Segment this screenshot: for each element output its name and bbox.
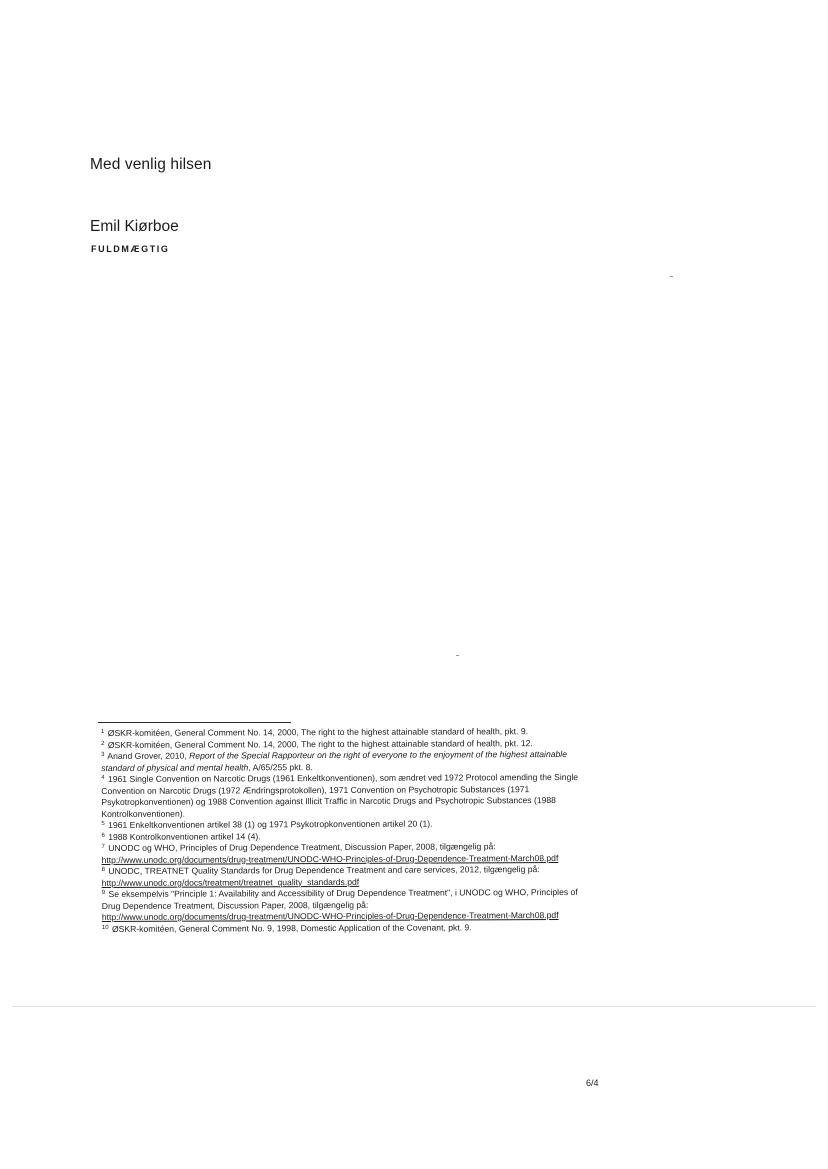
- footnote-number: 9: [101, 889, 106, 896]
- footnote-number: 2: [101, 740, 105, 747]
- footnote-number: 6: [101, 832, 105, 839]
- footnote-text: 1988 Kontrolkonventionen artikel 14 (4).: [108, 830, 261, 842]
- footnote-text: 1961 Enkeltkonventionen artikel 38 (1) og 1971 Psykotropkonventionen artikel 20 (1).: [108, 818, 433, 830]
- footnote-separator: [98, 722, 291, 723]
- footnotes: [101, 726, 582, 935]
- footnote-7: [102, 841, 582, 866]
- signer-title: FULDMÆGTIG: [91, 244, 170, 254]
- footnote-10: [102, 921, 582, 935]
- footnote-number: 8: [101, 866, 105, 873]
- footnote-text: UNODC og WHO, Principles of Drug Dependence Treatment, Discussion Paper, 2008, tilgængelig på:: [108, 841, 496, 853]
- footnote-number: 5: [101, 820, 105, 827]
- footnote-4: [101, 772, 581, 820]
- footnote-link[interactable]: http://www.unodc.org/documents/drug-treatment/UNODC-WHO-Principles-of-Drug-Dependence-Treatment-March08.pdf: [101, 852, 559, 865]
- footnote-link[interactable]: http://www.unodc.org/documents/drug-treatment/UNODC-WHO-Principles-of-Drug-Dependence-Treatment-March08.pdf: [101, 910, 559, 922]
- closing-greeting: Med venlig hilsen: [90, 156, 212, 173]
- footnote-number: 3: [101, 751, 105, 758]
- footnote-text: Anand Grover, 2010,: [107, 750, 190, 761]
- footnote-8: [102, 864, 582, 889]
- footnote-number: 1: [101, 728, 105, 735]
- footnote-text: ØSKR-komitéen, General Comment No. 14, 2000, The right to the highest attainable standard of health, pkt. 12.: [107, 737, 533, 750]
- footnote-text: ØSKR-komitéen, General Comment No. 14, 2000, The right to the highest attainable standard of health, pkt. 9.: [107, 726, 529, 738]
- footnote-number: 4: [101, 774, 105, 781]
- footnote-number: 7: [101, 843, 105, 850]
- footnote-report-title: Report of the Special Rapporteur on the right of everyone to the enjoyment of the highest attainable standard of physical and mental health: [101, 748, 567, 773]
- scan-artifact-line: [12, 1006, 816, 1007]
- footnote-number: 10: [101, 924, 109, 931]
- footnote-link[interactable]: http://www.unodc.org/docs/treatment/treatnet_quality_standards.pdf: [101, 876, 360, 888]
- footnote-text: 1961 Single Convention on Narcotic Drugs (1961 Enkeltkonventionen), som ændret ved 1972 Protocol amending the Single Convention on Narcotic Drugs (1972 Ændringsprotokollen), 1971 Convention on Psychotropic Substances (1971 Psykotropkonventionen) og 1988 Convention against Illicit Traffic in Narcotic Drugs and Psychotropic Substances (1988 Kontrolkonventionen).: [101, 771, 579, 819]
- signer-name: Emil Kiørboe: [90, 218, 179, 235]
- footnote-3: [101, 749, 581, 774]
- footnote-9: [102, 887, 582, 924]
- scan-speck: [456, 655, 459, 656]
- footnote-text: ØSKR-komitéen, General Comment No. 9, 1998, Domestic Application of the Covenant, pkt. 9.: [111, 921, 472, 934]
- scan-speck: [670, 276, 673, 277]
- footnote-text: , A/65/255 pkt. 8.: [248, 761, 313, 772]
- footnote-text: Se eksempelvis "Principle 1: Availability and Accessibility of Drug Dependence Treatment", i UNODC og WHO, Principles of Drug Dependence Treatment, Discussion Paper, 2008, tilgængelig på:: [101, 886, 578, 911]
- page-number: 6/4: [586, 1078, 599, 1088]
- footnote-text: UNODC, TREATNET Quality Standards for Drug Dependence Treatment and care services, 2012, tilgængelig på:: [108, 864, 540, 876]
